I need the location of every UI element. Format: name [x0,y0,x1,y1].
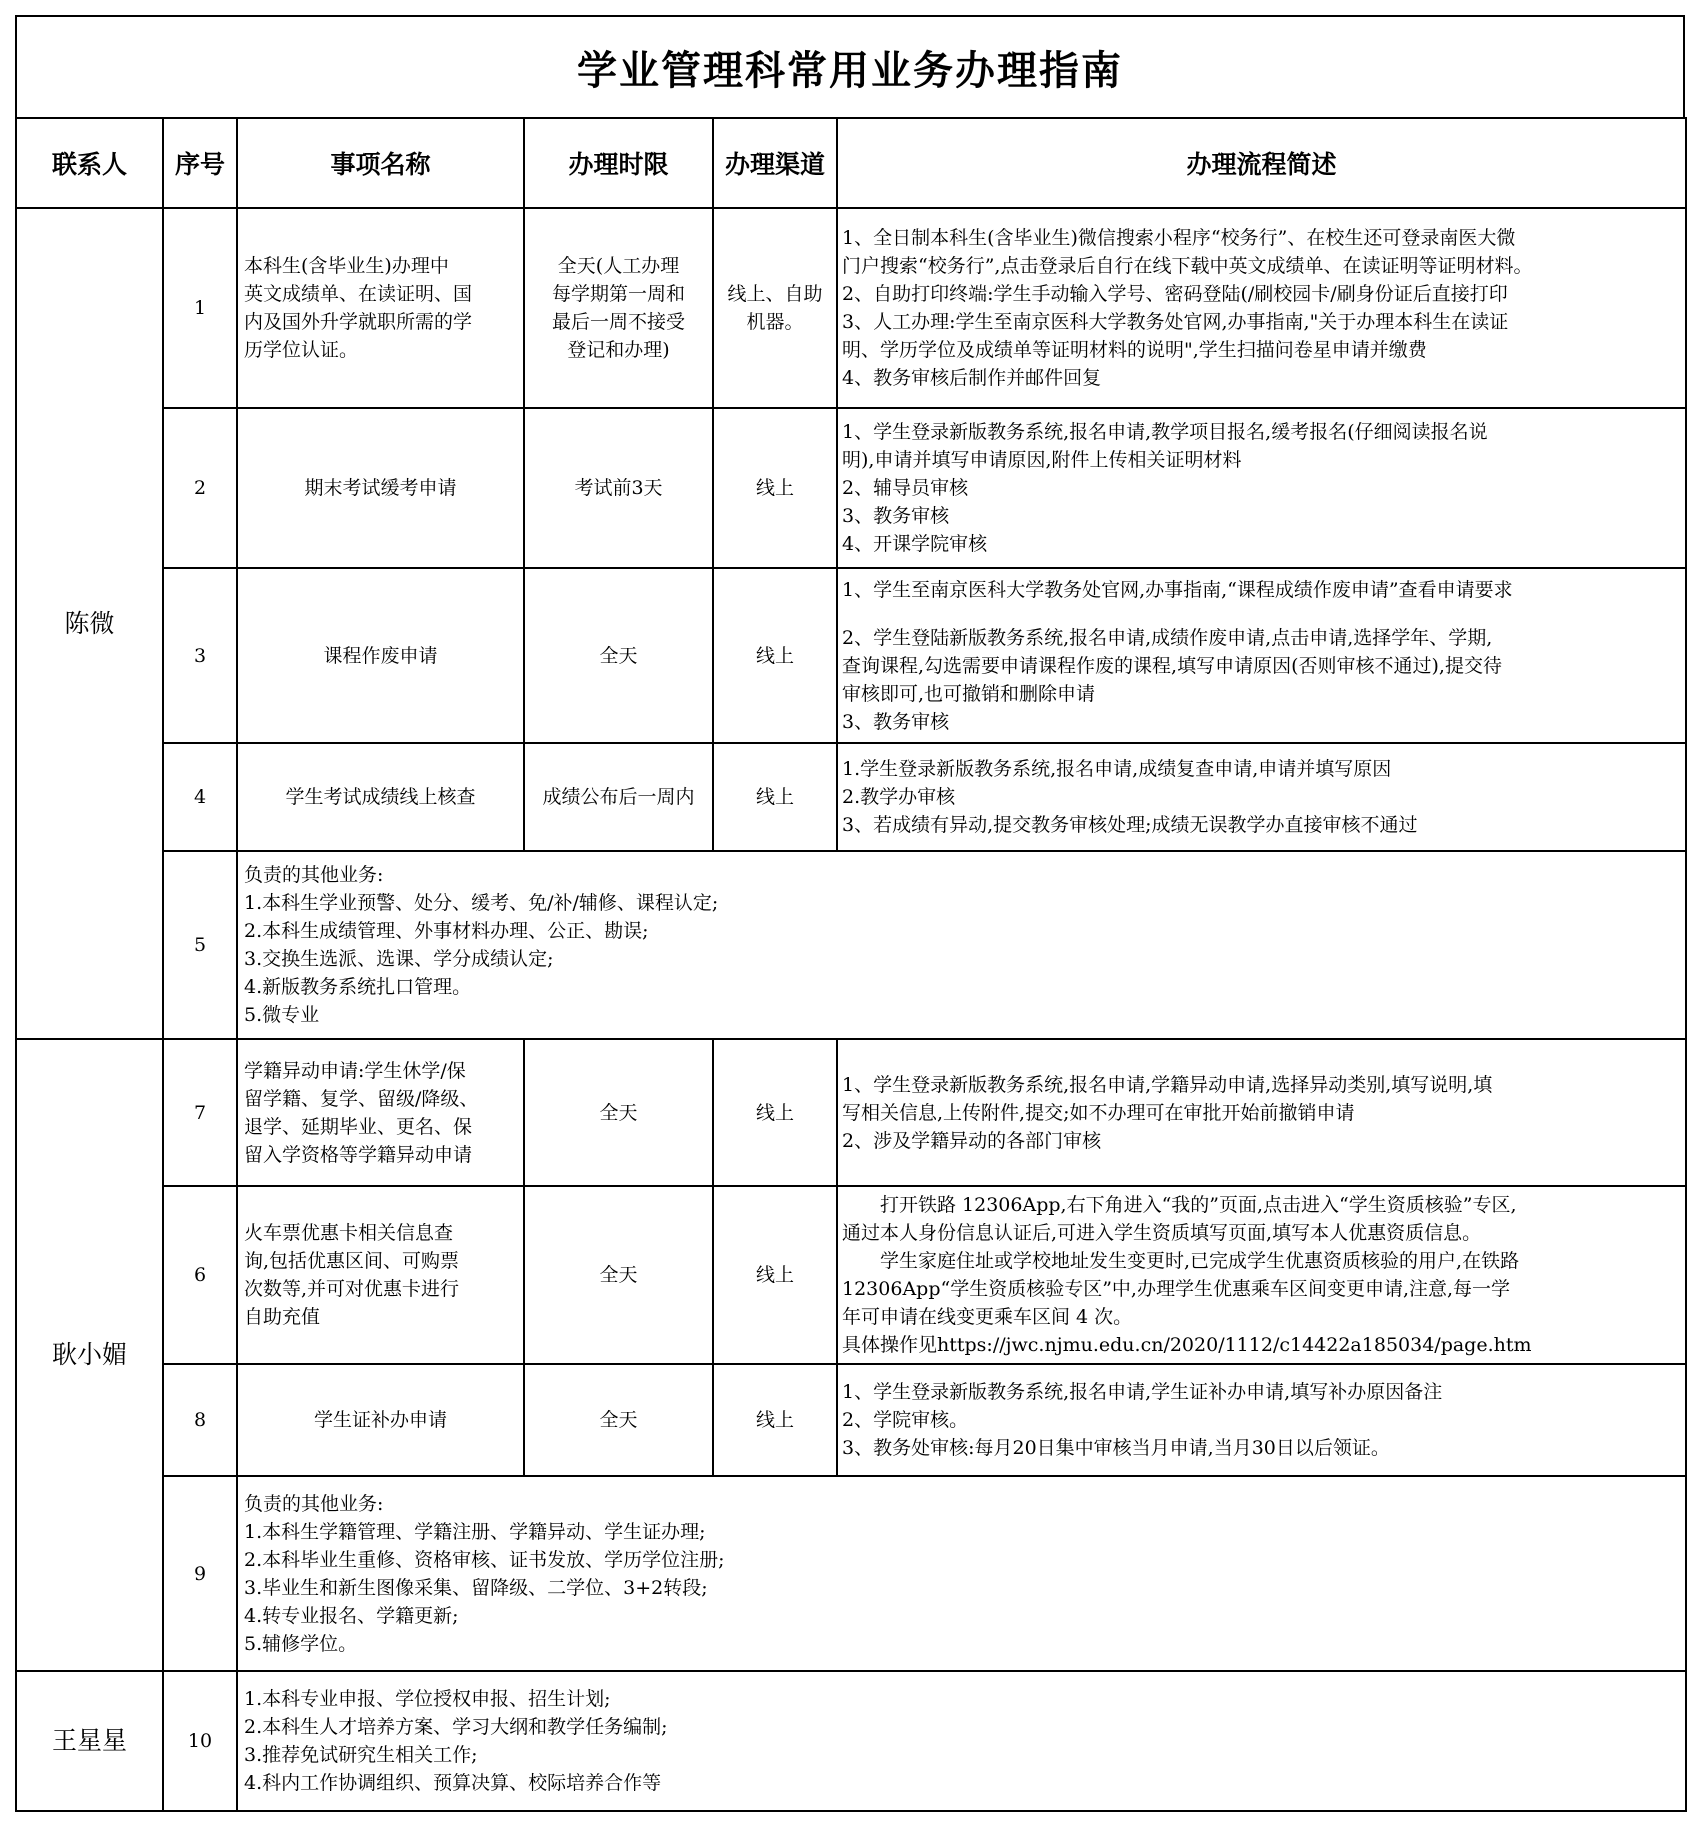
item-time: 考试前3天 [524,408,713,568]
item-name: 学籍异动申请:学生休学/保 留学籍、复学、留级/降级、 退学、延期毕业、更名、保 留入学资格等学籍异动申请 [237,1039,524,1186]
item-time: 全天 [524,1039,713,1186]
row-no: 6 [163,1186,237,1364]
item-flow: 1、学生登录新版教务系统,报名申请,学籍异动申请,选择异动类别,填写说明,填 写相关信息,上传附件,提交;如不办理可在审批开始前撤销申请 2、涉及学籍异动的各部门审核 [837,1039,1686,1186]
row-no: 2 [163,408,237,568]
item-time: 全天 [524,1186,713,1364]
row-no: 3 [163,568,237,743]
item-channel: 线上 [713,568,837,743]
table-row [16,408,1686,568]
header-channel: 办理渠道 [713,118,837,208]
table-row [16,1039,1686,1186]
row-no: 8 [163,1364,237,1476]
item-flow: 1、学生登录新版教务系统,报名申请,教学项目报名,缓考报名(仔细阅读报名说 明),申请并填写申请原因,附件上传相关证明材料 2、辅导员审核 3、教务审核 4、开课学院审核 [837,408,1686,568]
row-no: 4 [163,743,237,851]
instruction-link: 具体操作见https://jwc.njmu.edu.cn/2020/1112/c14422a185034/page.htm [842,1334,1532,1356]
row-no: 10 [163,1671,237,1811]
table-row [16,851,1686,1039]
guide-sheet [15,15,1685,1812]
item-channel: 线上 [713,1039,837,1186]
item-name: 本科生(含毕业生)办理中 英文成绩单、在读证明、国 内及国外升学就职所需的学 历学位认证。 [237,208,524,408]
guide-table [15,117,1687,1812]
other-duties: 1.本科专业申报、学位授权申报、招生计划; 2.本科生人才培养方案、学习大纲和教学任务编制; 3.推荐免试研究生相关工作; 4.科内工作协调组织、预算决算、校际培养合作等 [237,1671,1686,1811]
row-no: 1 [163,208,237,408]
item-time: 全天(人工办理 每学期第一周和 最后一周不接受 登记和办理) [524,208,713,408]
contact-cell: 王星星 [16,1671,163,1811]
item-time: 全天 [524,1364,713,1476]
item-channel: 线上 [713,1364,837,1476]
item-name: 学生证补办申请 [237,1364,524,1476]
item-flow: 1、全日制本科生(含毕业生)微信搜索小程序“校务行”、在校生还可登录南医大微 门户搜索“校务行”,点击登录后自行在线下载中英文成绩单、在读证明等证明材料。 2、自助打印终端:学生手动输入学号、密码登陆(/刷校园卡/刷身份证后直接打印 3、人工办理:学生至南京医科大学教务处官网,办事指南,"关于办理本科生在读证 明、学历学位及成绩单等证明材料的说明",学生扫描问卷星申请并缴费 4、教务审核后制作并邮件回复 [837,208,1686,408]
header-time: 办理时限 [524,118,713,208]
table-row [16,568,1686,743]
item-flow: 1、学生至南京医科大学教务处官网,办事指南,“课程成绩作废申请”查看申请要求 2、学生登陆新版教务系统,报名申请,成绩作废申请,点击申请,选择学年、学期, 查询课程,勾选需要申请课程作废的课程,填写申请原因(否则审核不通过),提交待 审核即可,也可撤销和删除申请 3、教务审核 [837,568,1686,743]
contact-cell: 耿小媚 [16,1039,163,1671]
item-channel: 线上 [713,408,837,568]
other-duties: 负责的其他业务: 1.本科生学业预警、处分、缓考、免/补/辅修、课程认定; 2.本科生成绩管理、外事材料办理、公正、勘误; 3.交换生选派、选课、学分成绩认定; 4.新版教务系统扎口管理。 5.微专业 [237,851,1686,1039]
item-channel: 线上、自助 机器。 [713,208,837,408]
page-title: 学业管理科常用业务办理指南 [15,15,1685,117]
row-no: 7 [163,1039,237,1186]
header-no: 序号 [163,118,237,208]
item-name: 期末考试缓考申请 [237,408,524,568]
table-row [16,1476,1686,1671]
item-channel: 线上 [713,1186,837,1364]
item-flow: 打开铁路 12306App,右下角进入“我的”页面,点击进入“学生资质核验”专区, 通过本人身份信息认证后,可进入学生资质填写页面,填写本人优惠资质信息。 学生家庭住址或学校地址发生变更时,已完成学生优惠资质核验的用户,在铁路 12306App“学生资质核验专区”中,办理学生优惠乘车区间变更申请,注意,每一学 年可申请在线变更乘车区间 4 次。 具体操作见https://jwc.njmu.edu.cn/2020/1112/c14422a185034/page.htm [837,1186,1686,1364]
header-row [16,118,1686,208]
header-contact: 联系人 [16,118,163,208]
item-flow: 1、学生登录新版教务系统,报名申请,学生证补办申请,填写补办原因备注 2、学院审核。 3、教务处审核:每月20日集中审核当月申请,当月30日以后领证。 [837,1364,1686,1476]
table-row [16,1186,1686,1364]
item-name: 课程作废申请 [237,568,524,743]
table-row [16,208,1686,408]
table-row [16,1671,1686,1811]
item-time: 全天 [524,568,713,743]
contact-cell: 陈微 [16,208,163,1039]
row-no: 9 [163,1476,237,1671]
table-row [16,743,1686,851]
other-duties: 负责的其他业务: 1.本科生学籍管理、学籍注册、学籍异动、学生证办理; 2.本科毕业生重修、资格审核、证书发放、学历学位注册; 3.毕业生和新生图像采集、留降级、二学位、3+2转段; 4.转专业报名、学籍更新; 5.辅修学位。 [237,1476,1686,1671]
item-time: 成绩公布后一周内 [524,743,713,851]
row-no: 5 [163,851,237,1039]
header-flow: 办理流程简述 [837,118,1686,208]
header-name: 事项名称 [237,118,524,208]
item-name: 火车票优惠卡相关信息查 询,包括优惠区间、可购票 次数等,并可对优惠卡进行 自助充值 [237,1186,524,1364]
item-flow: 1.学生登录新版教务系统,报名申请,成绩复查申请,申请并填写原因 2.教学办审核 3、若成绩有异动,提交教务审核处理;成绩无误教学办直接审核不通过 [837,743,1686,851]
table-row [16,1364,1686,1476]
item-name: 学生考试成绩线上核查 [237,743,524,851]
item-channel: 线上 [713,743,837,851]
